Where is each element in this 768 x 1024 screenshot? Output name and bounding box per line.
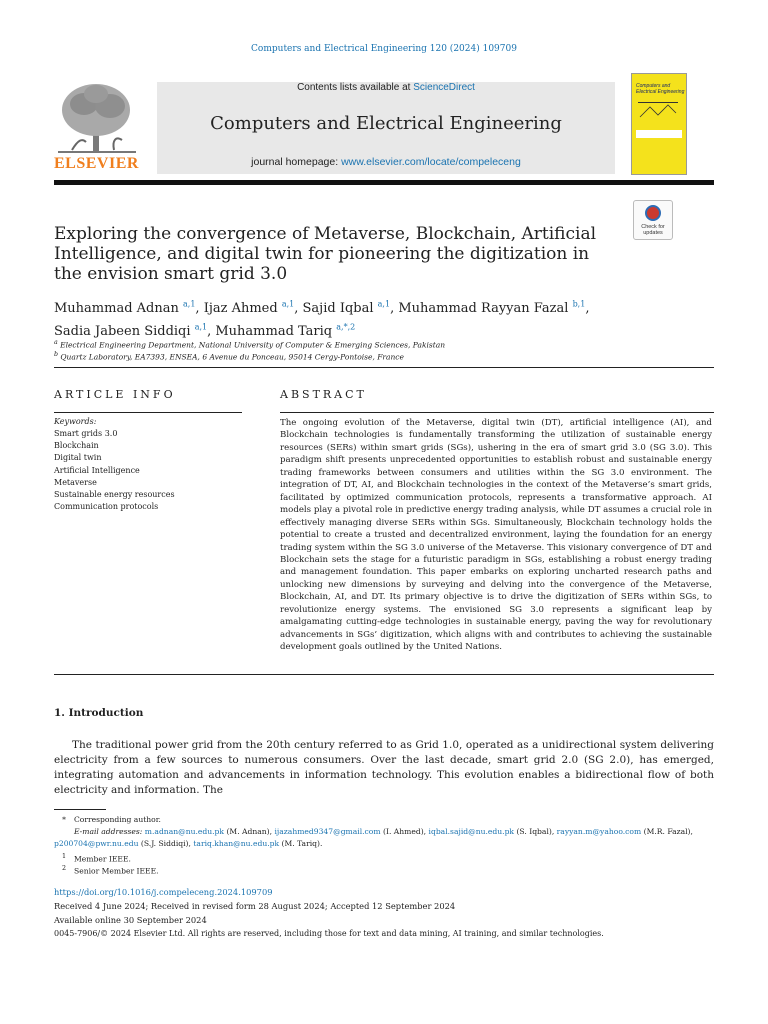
keyword[interactable]: Digital twin xyxy=(54,453,102,463)
author-name[interactable]: Ijaz Ahmed xyxy=(203,301,278,317)
author[interactable] xyxy=(398,301,589,316)
affiliation xyxy=(54,339,714,350)
email-owner: (S. Iqbal), xyxy=(516,827,555,836)
email-link[interactable]: ijazahmed9347@gmail.com xyxy=(274,827,381,836)
email-owner: (M.R. Fazal), xyxy=(643,827,693,836)
email-label: E-mail addresses: xyxy=(74,827,143,836)
footnote-text: Member IEEE. xyxy=(74,854,131,864)
author-name[interactable]: Muhammad Tariq xyxy=(215,323,333,339)
footnote-rule xyxy=(54,809,106,810)
introduction-paragraph: The traditional power grid from the 20th century referred to as Grid 1.0, operated as a unidirectional system delivering electricity from a few sources to numerous consumers. Over the last decade, smart grid 2.0 (SG 2.0), has emerged, integrating automation and advancements in information technology. This evolution enables a bidirectional flow of both electricity and information. The xyxy=(54,739,714,796)
affiliation-mark: b xyxy=(54,351,59,358)
journal-homepage xyxy=(157,156,615,168)
journal-citation[interactable]: Computers and Electrical Engineering 120 (2024) 109709 xyxy=(251,44,517,54)
crossmark-icon xyxy=(645,205,661,221)
author-list xyxy=(54,296,694,341)
footnote-text: Corresponding author. xyxy=(74,815,161,824)
author-affiliation-mark[interactable]: b,1 xyxy=(572,300,586,309)
author-affiliation-mark[interactable]: a,1 xyxy=(183,300,196,309)
email-link[interactable]: tariq.khan@nu.edu.pk xyxy=(193,839,280,848)
cover-title: Computers and Electrical Engineering xyxy=(636,83,685,95)
article-info-rule xyxy=(54,412,242,413)
affiliations-rule xyxy=(54,367,714,368)
sciencedirect-link[interactable]: ScienceDirect xyxy=(413,82,475,93)
author-name[interactable]: Sajid Iqbal xyxy=(302,301,374,317)
author-affiliation-mark[interactable]: a,1 xyxy=(281,300,295,309)
email-owner: (M. Adnan), xyxy=(226,827,273,836)
author[interactable] xyxy=(215,324,355,339)
author-separator: , xyxy=(195,301,204,317)
author-separator: , xyxy=(390,301,399,317)
journal-cover-thumbnail[interactable] xyxy=(631,73,687,175)
paper-title: Exploring the convergence of Metaverse, Blockchain, Artificial Intelligence, and digital twin for pioneering the digitization in the envision smart grid 3.0 xyxy=(54,224,597,284)
keyword[interactable]: Communication protocols xyxy=(54,502,159,512)
author-separator: , xyxy=(585,301,590,317)
author[interactable] xyxy=(54,301,204,316)
author-affiliation-mark[interactable]: a,1 xyxy=(194,322,208,332)
footnote-corresponding xyxy=(54,814,714,826)
footnote-mark: * xyxy=(62,815,66,824)
abstract-rule xyxy=(280,412,714,413)
article-history: Received 4 June 2024; Received in revised form 28 August 2024; Accepted 12 September 2024 xyxy=(54,901,456,911)
abstract-text: The ongoing evolution of the Metaverse, digital twin (DT), artificial intelligence (AI), and Blockchain technologies is fundamentally transforming the utilization of sustainable energy resources (SERs) within smart grids (SGs), ushering in the era of smart grid 3.0 (SG 3.0). This paradigm shift presents unprecedented opportunities to establish robust and sustainable energy trading frameworks between consumers and utilities within the SG 3.0 environment. The integration of DT, AI, and Blockchain technologies in the context of the Metaverse’s smart grids, facilitated by optimized communication protocols, represents a transformative approach. AI models play a pivotal role in predictive energy trading analysis, while DT assumes a crucial role in effectively managing diverse SERs within SGs. Simultaneously, Blockchain technology holds the potential to create a trusted and decentralized environment, laying the foundation for an energy trading system within the SG 3.0 universe of the Metaverse. This visionary convergence of DT and Blockchain sets the stage for a futuristic paradigm in SGs, establishing a robust energy trading and management foundation. This paper embarks on exploring uncharted research paths and unlocking new dimensions by surveying and delving into the convergence of the Metaverse, Blockchain, AI, and DT. Its primary objective is to drive the digitization of SERs within SGs, to revolutionize energy systems. The envisioned SG 3.0 represents a significant leap by amalgamating cutting-edge technologies in sustainable energy, paving the way for revolutionary advancements in SGs’ digitization, which aligns with and contributes to achieving the sustainable development goals outlined by the United Nations. xyxy=(280,418,712,653)
email-owner: (I. Ahmed), xyxy=(383,827,427,836)
author-affiliation-mark[interactable]: a,*,2 xyxy=(336,322,356,332)
author[interactable] xyxy=(204,301,303,316)
header-rule xyxy=(54,180,714,185)
elsevier-wordmark: ELSEVIER xyxy=(54,155,139,172)
author-name[interactable]: Sadia Jabeen Siddiqi xyxy=(54,323,191,339)
author-name[interactable]: Muhammad Adnan xyxy=(54,301,179,317)
email-owner: (M. Tariq). xyxy=(281,839,323,848)
doi-link[interactable]: https://doi.org/10.1016/j.compeleceng.2024.109709 xyxy=(54,887,273,897)
email-link[interactable]: rayyan.m@yahoo.com xyxy=(556,827,642,836)
keyword[interactable]: Smart grids 3.0 xyxy=(54,429,118,438)
abstract-end-rule xyxy=(54,674,714,675)
footnote-mark: 1 xyxy=(61,853,67,860)
footnote-mark: 2 xyxy=(61,865,67,872)
keyword[interactable]: Artificial Intelligence xyxy=(54,465,140,475)
email-owner: (S.J. Siddiqi), xyxy=(140,839,191,848)
introduction-heading: 1. Introduction xyxy=(54,707,144,719)
contents-prefix: Contents lists available at xyxy=(297,82,414,93)
email-link[interactable]: iqbal.sajid@nu.edu.pk xyxy=(428,827,515,836)
keyword[interactable]: Blockchain xyxy=(54,441,99,451)
affiliation-text: Electrical Engineering Department, National University of Computer & Emerging Sciences, Pakistan xyxy=(60,340,446,350)
author[interactable] xyxy=(303,301,399,316)
keywords-label: Keywords: xyxy=(54,417,97,426)
author-name[interactable]: Muhammad Rayyan Fazal xyxy=(398,301,569,317)
footnote-text: Senior Member IEEE. xyxy=(74,866,159,876)
email-link[interactable]: p200704@pwr.nu.edu xyxy=(54,839,139,848)
check-for-updates-button[interactable] xyxy=(633,200,673,240)
author-separator: , xyxy=(207,323,216,339)
homepage-prefix: journal homepage: xyxy=(251,156,342,168)
journal-title: Computers and Electrical Engineering xyxy=(210,113,562,134)
footnote-note xyxy=(54,863,714,878)
keyword[interactable]: Metaverse xyxy=(54,477,97,487)
check-for-updates-label: Check for updates xyxy=(641,224,665,236)
cover-band xyxy=(636,130,682,138)
author-separator: , xyxy=(294,301,303,317)
author-affiliation-mark[interactable]: a,1 xyxy=(377,300,391,309)
cover-illustration xyxy=(638,102,678,121)
homepage-link[interactable]: www.elsevier.com/locate/compeleceng xyxy=(341,156,521,168)
affiliation-mark: a xyxy=(54,339,58,346)
keywords-list xyxy=(54,428,175,513)
affiliation xyxy=(54,351,714,362)
author[interactable] xyxy=(54,324,215,339)
contents-line xyxy=(157,82,615,93)
affiliation-text: Quartz Laboratory, EA7393, ENSEA, 6 Avenue du Ponceau, 95014 Cergy-Pontoise, France xyxy=(60,352,404,362)
footnote-emails xyxy=(54,826,714,850)
email-link[interactable]: m.adnan@nu.edu.pk xyxy=(144,827,225,836)
article-info-heading: ARTICLE INFO xyxy=(54,388,176,401)
keyword[interactable]: Sustainable energy resources xyxy=(54,490,175,500)
copyright-line: 0045-7906/© 2024 Elsevier Ltd. All rights are reserved, including those for text and data mining, AI training, and similar technologies. xyxy=(54,929,604,938)
available-online: Available online 30 September 2024 xyxy=(54,915,207,925)
abstract-heading: ABSTRACT xyxy=(280,388,367,401)
